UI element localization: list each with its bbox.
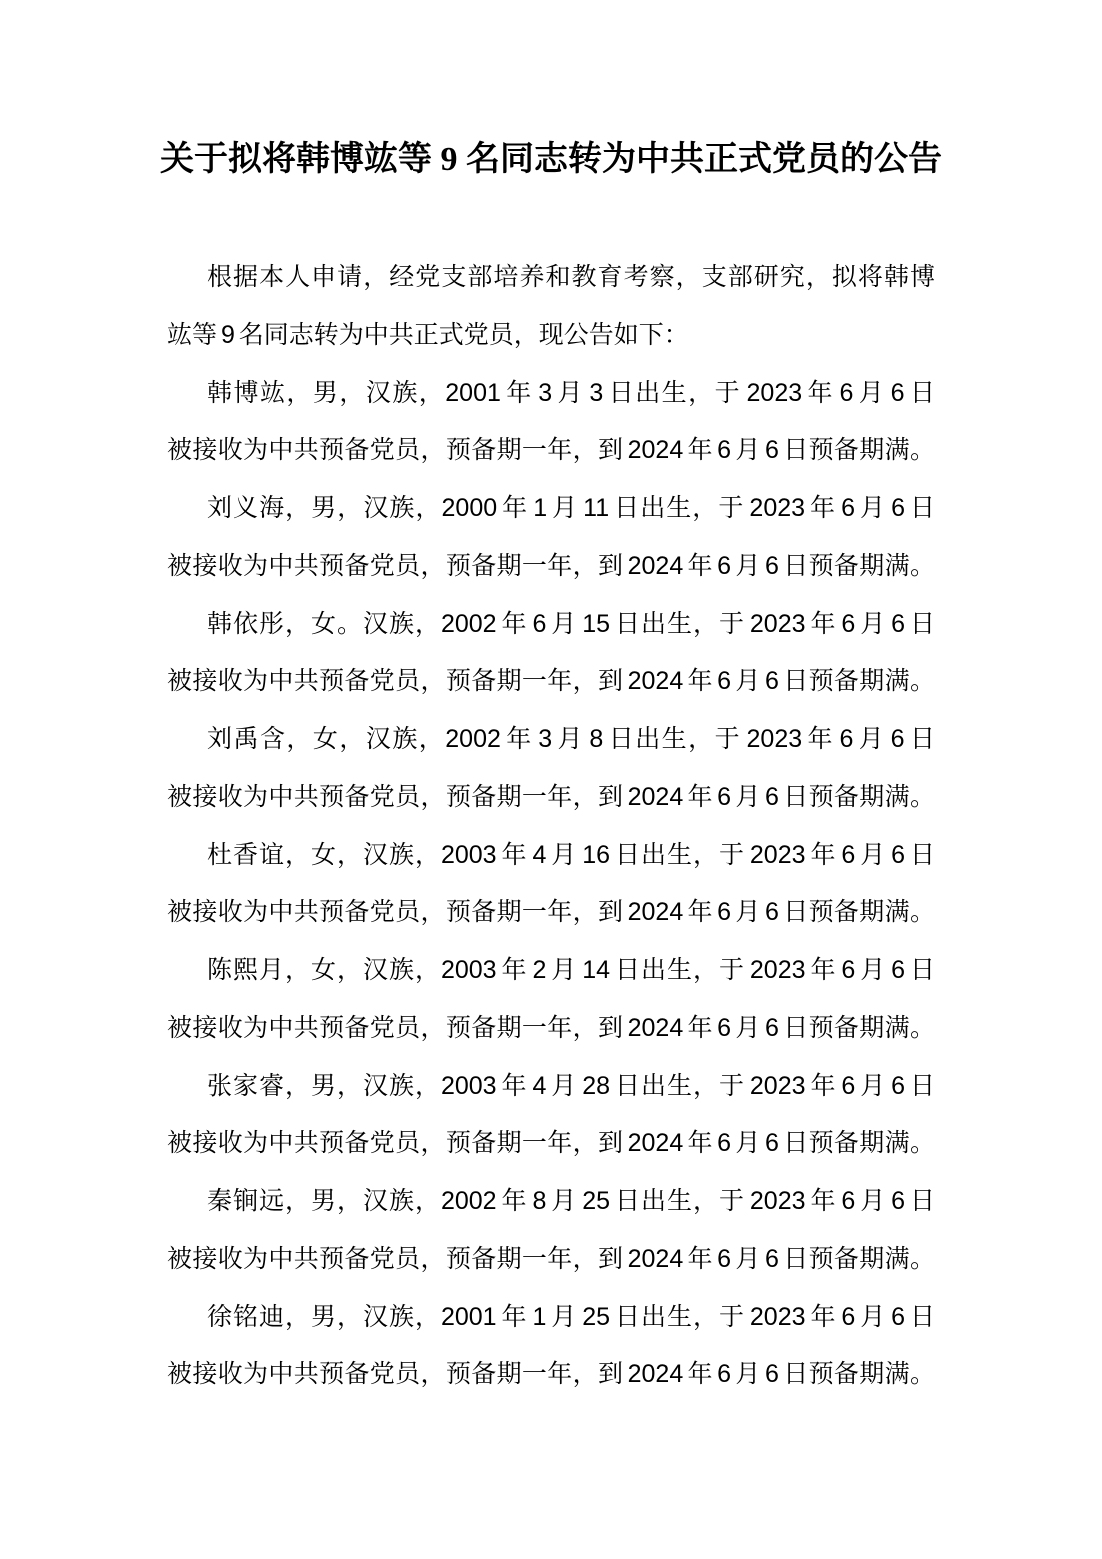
member-paragraph-9 [167, 1289, 935, 1405]
member-line-1: 张家睿，男，汉族，2003 年 4 月 28 日出生，于 2023 年 6 月 6 日 [207, 1071, 935, 1100]
member-paragraph-8 [167, 1173, 935, 1289]
member-line-1: 徐铭迪，男，汉族，2001 年 1 月 25 日出生，于 2023 年 6 月 6 日 [207, 1302, 935, 1331]
member-line-2: 被接收为中共预备党员，预备期一年，到 2024 年 6 月 6 日预备期满。 [167, 1013, 935, 1042]
intro-paragraph [167, 249, 935, 365]
document-title: 关于拟将韩博竑等 9 名同志转为中共正式党员的公告 [160, 141, 942, 178]
member-paragraph-5 [167, 827, 935, 943]
intro-line-1: 根据本人申请，经党支部培养和教育考察，支部研究，拟将韩博 [207, 263, 935, 291]
member-line-1: 韩博竑，男，汉族，2001 年 3 月 3 日出生，于 2023 年 6 月 6 日 [207, 378, 935, 407]
member-paragraph-7 [167, 1058, 935, 1174]
member-line-2: 被接收为中共预备党员，预备期一年，到 2024 年 6 月 6 日预备期满。 [167, 667, 935, 696]
intro-line-2: 竑等 9 名同志转为中共正式党员，现公告如下： [167, 320, 689, 349]
member-line-2: 被接收为中共预备党员，预备期一年，到 2024 年 6 月 6 日预备期满。 [167, 898, 935, 927]
member-line-1: 韩依彤，女。汉族，2002 年 6 月 15 日出生，于 2023 年 6 月 6 日 [207, 609, 935, 638]
member-paragraph-4 [167, 711, 935, 827]
member-paragraph-6 [167, 942, 935, 1058]
member-line-1: 陈熙月，女，汉族，2003 年 2 月 14 日出生，于 2023 年 6 月 6 日 [207, 956, 935, 984]
member-paragraph-3 [167, 596, 935, 712]
member-line-1: 秦锏远，男，汉族，2002 年 8 月 25 日出生，于 2023 年 6 月 6 日 [207, 1187, 935, 1215]
member-line-2: 被接收为中共预备党员，预备期一年，到 2024 年 6 月 6 日预备期满。 [167, 436, 935, 465]
member-line-2: 被接收为中共预备党员，预备期一年，到 2024 年 6 月 6 日预备期满。 [167, 1129, 935, 1158]
member-line-1: 刘禹含，女，汉族，2002 年 3 月 8 日出生，于 2023 年 6 月 6 日 [207, 725, 935, 753]
document-body [167, 249, 935, 1404]
member-line-2: 被接收为中共预备党员，预备期一年，到 2024 年 6 月 6 日预备期满。 [167, 1244, 935, 1273]
member-paragraph-2 [167, 480, 935, 596]
member-line-1: 杜香谊，女，汉族，2003 年 4 月 16 日出生，于 2023 年 6 月 6 日 [207, 840, 935, 869]
member-line-1: 刘义海，男，汉族，2000 年 1 月 11 日出生，于 2023 年 6 月 6 日 [207, 494, 935, 522]
member-paragraph-1 [167, 365, 935, 481]
member-line-2: 被接收为中共预备党员，预备期一年，到 2024 年 6 月 6 日预备期满。 [167, 782, 935, 811]
member-line-2: 被接收为中共预备党员，预备期一年，到 2024 年 6 月 6 日预备期满。 [167, 1360, 935, 1389]
member-line-2: 被接收为中共预备党员，预备期一年，到 2024 年 6 月 6 日预备期满。 [167, 551, 935, 580]
